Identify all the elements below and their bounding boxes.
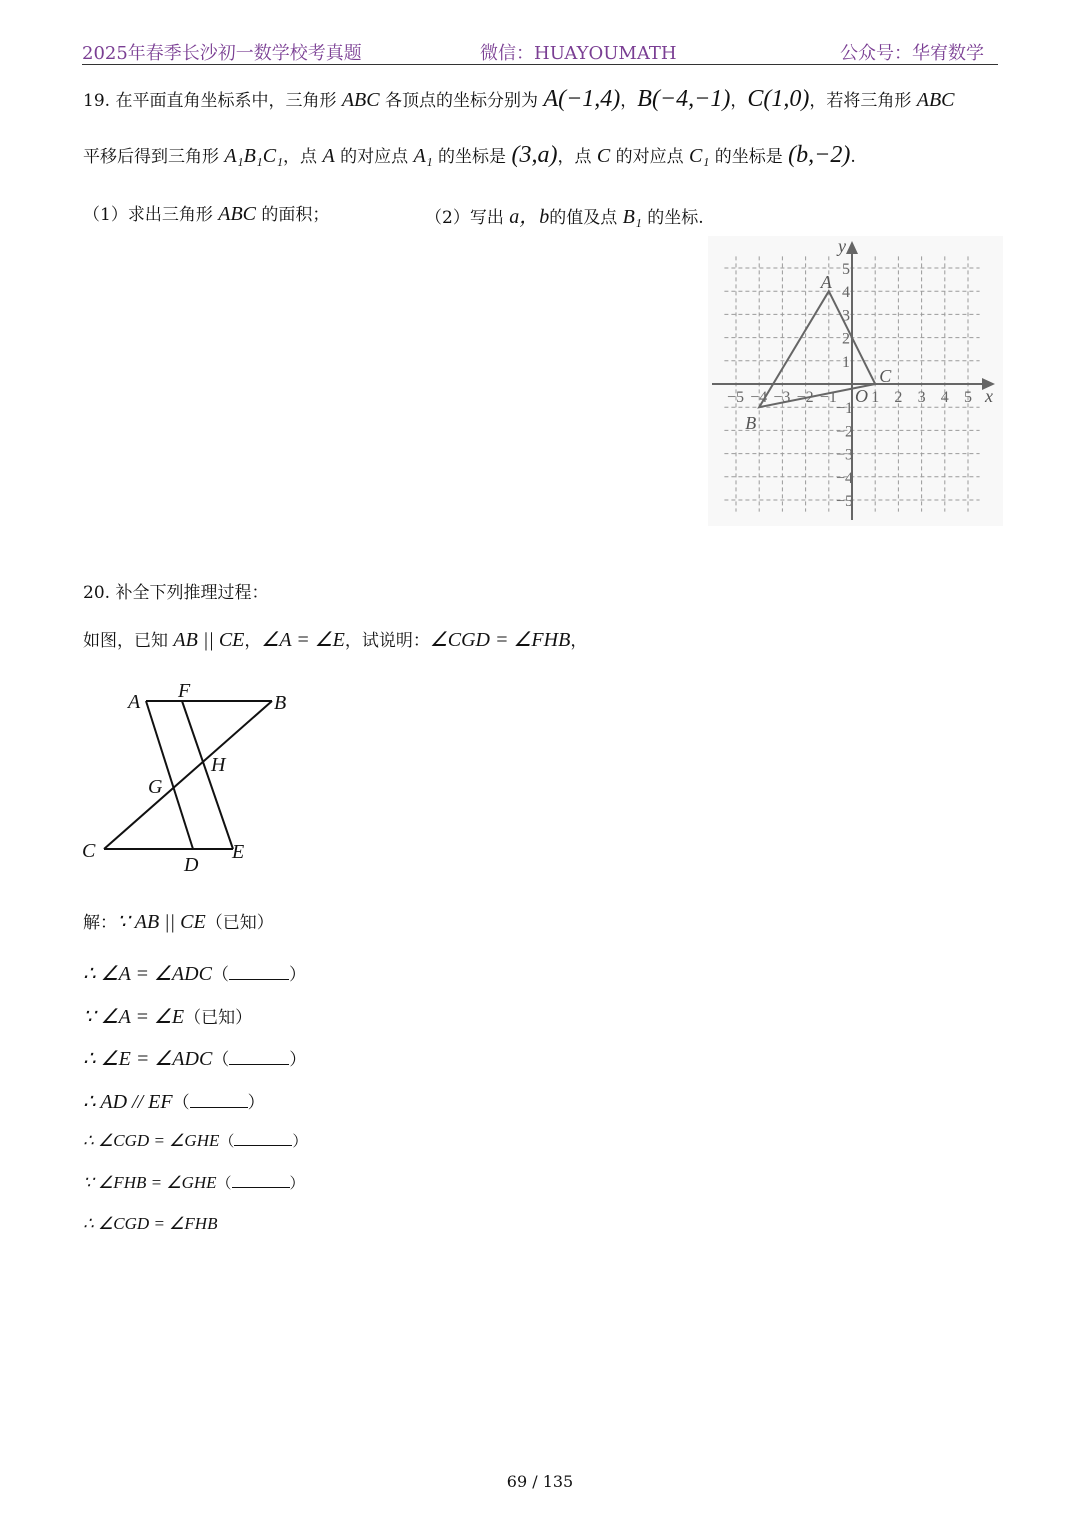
answer-blank[interactable] <box>229 1048 289 1065</box>
step-paren-close: ） <box>289 1050 307 1070</box>
x-tick-label: −5 <box>727 389 745 406</box>
answer-blank[interactable] <box>190 1091 248 1108</box>
step-paren-open: （ <box>219 1132 235 1150</box>
q19-part2 <box>425 200 704 229</box>
solution-step-0 <box>83 908 274 934</box>
header-title: 2025年春季长沙初一数学校考真题 <box>82 43 362 64</box>
answer-blank[interactable] <box>232 1173 290 1188</box>
q19-triangle-name: ABC <box>916 89 955 111</box>
q19-part2-text: 的坐标. <box>641 208 704 228</box>
step-expression: ∵ ∠A = ∠E <box>83 1006 185 1028</box>
y-axis-label: y <box>838 236 846 256</box>
q19-part2-text: （2）写出 <box>425 208 510 228</box>
label-b: B <box>274 692 287 714</box>
x-tick-label: −3 <box>773 389 791 406</box>
q20-text: ，试说明： <box>344 631 430 651</box>
q20-text: ， <box>244 631 262 651</box>
x-tick-label: −2 <box>796 389 814 406</box>
x-tick-label: −1 <box>819 389 837 406</box>
label-h: H <box>211 754 226 776</box>
q20-text: 如图，已知 <box>83 631 174 651</box>
y-tick-label: 4 <box>842 284 850 302</box>
step-expression: ∴ ∠E = ∠ADC <box>83 1048 213 1070</box>
q19-variables: a，b <box>509 206 550 228</box>
label-a: A <box>128 691 141 713</box>
y-tick-label: −1 <box>836 400 854 418</box>
q19-point-a: A(−1,4) <box>543 86 621 112</box>
q19-text: ，点 <box>283 147 323 167</box>
solution-step-4 <box>83 1088 265 1114</box>
vertex-label-b: B <box>745 413 757 434</box>
header-wechat: 微信：HUAYOUMATH <box>480 43 677 64</box>
solution-step-5 <box>83 1130 307 1151</box>
solution-step-3 <box>83 1045 306 1071</box>
q19-text: 的对应点 <box>610 147 690 167</box>
q19-text: ，若将三角形 <box>809 91 917 111</box>
solution-step-6 <box>83 1172 305 1193</box>
segment-ad <box>146 701 193 849</box>
q19-coord-c1: (b,−2) <box>788 142 851 168</box>
y-tick-label: −3 <box>836 446 854 464</box>
label-d: D <box>184 854 199 876</box>
q20-text: ， <box>570 631 588 651</box>
x-tick-label: 1 <box>871 389 880 406</box>
q20-parallel: AB || CE <box>173 629 245 651</box>
solution-step-7 <box>83 1214 217 1234</box>
solution-step-1 <box>83 960 306 986</box>
step-expression: ∴ ∠A = ∠ADC <box>83 963 212 985</box>
x-tick-label: 3 <box>917 389 926 406</box>
q19-point-label: C₁ <box>689 145 710 167</box>
y-tick-label: −5 <box>836 493 854 510</box>
y-tick-label: 2 <box>842 330 850 348</box>
step-reason: （已知） <box>184 1008 253 1028</box>
q20-prove: ∠CGD = ∠FHB <box>429 629 571 651</box>
answer-blank[interactable] <box>229 963 289 980</box>
x-tick-label: 4 <box>940 389 949 406</box>
step-paren-close: ） <box>289 1174 305 1192</box>
solution-prefix: 解： <box>83 913 117 933</box>
step-expression: ∴ ∠CGD = ∠GHE <box>83 1131 220 1150</box>
step-expression: ∵ ∠FHB = ∠GHE <box>83 1173 217 1192</box>
origin-label: O <box>855 386 868 406</box>
header-public-account: 公众号：华宥数学 <box>840 43 984 64</box>
q19-triangle-name: ABC <box>341 89 380 111</box>
parallel-lines-figure <box>78 676 298 876</box>
q19-point-c: C(1,0) <box>747 86 810 112</box>
step-expression: ∵ AB || CE <box>117 911 206 933</box>
q20-title: 20. 补全下列推理过程： <box>83 583 269 603</box>
step-expression: ∴ ∠CGD = ∠FHB <box>83 1214 218 1233</box>
step-reason: （已知） <box>205 913 274 933</box>
q20-angle-equal: ∠A = ∠E <box>261 629 345 651</box>
y-tick-label: −4 <box>836 469 854 487</box>
q19-text: 平移后得到三角形 <box>83 147 225 167</box>
x-tick-label: 2 <box>894 389 903 406</box>
segment-cb <box>104 701 272 849</box>
vertex-label-c: C <box>879 366 892 386</box>
y-tick-label: −2 <box>836 423 854 441</box>
q19-text: 的对应点 <box>334 147 414 167</box>
step-paren-close: ） <box>247 1093 265 1113</box>
y-tick-label: 1 <box>842 353 850 371</box>
label-g: G <box>148 776 163 798</box>
q19-point-b1: B₁ <box>622 206 642 228</box>
step-paren-open: （ <box>211 965 229 985</box>
x-tick-label: 5 <box>964 389 972 406</box>
grid-background <box>708 236 1003 526</box>
q19-triangle-name: ABC <box>218 203 257 225</box>
x-axis-label: x <box>985 386 993 406</box>
q19-translated-triangle: A₁B₁C₁ <box>224 145 284 167</box>
coordinate-grid-figure <box>708 236 1003 526</box>
q19-text: ，点 <box>557 147 597 167</box>
step-paren-open: （ <box>172 1093 190 1113</box>
q19-part1-text: （1）求出三角形 <box>83 205 219 225</box>
q19-text: 的坐标是 <box>709 147 789 167</box>
q20-given <box>83 626 587 652</box>
q19-line2 <box>83 142 856 169</box>
q19-text: 19. 在平面直角坐标系中，三角形 <box>83 91 342 111</box>
step-paren-close: ） <box>292 1132 308 1150</box>
q19-point-label: A <box>322 145 335 167</box>
q19-part1-text: 的面积； <box>256 205 330 225</box>
solution-step-2 <box>83 1003 252 1029</box>
vertex-label-a: A <box>820 272 832 293</box>
q19-part1 <box>83 200 329 226</box>
step-paren-open: （ <box>212 1050 230 1070</box>
step-expression: ∴ AD // EF <box>83 1091 173 1113</box>
y-tick-label: 3 <box>842 307 850 325</box>
q19-part2-text: 的值及点 <box>549 208 623 228</box>
step-paren-close: ） <box>288 965 306 985</box>
q19-text: 的坐标是 <box>432 147 512 167</box>
label-e: E <box>232 841 245 863</box>
step-paren-open: （ <box>216 1174 232 1192</box>
page-number: 69 / 135 <box>506 1472 574 1491</box>
page-header <box>82 36 998 65</box>
y-tick-label: 5 <box>842 261 850 278</box>
label-f: F <box>178 680 191 702</box>
q19-text: . <box>850 147 856 167</box>
q19-point-label: C <box>596 145 611 167</box>
q19-text: 各顶点的坐标分别为 <box>379 91 544 111</box>
q19-coord-a1: (3,a) <box>511 142 558 168</box>
q19-line1: 19. 在平面直角坐标系中，三角形 ABC 各顶点的坐标分别为 A(−1,4)，B(−4,−1)，C(1,0)，若将三角形 ABC <box>83 86 955 112</box>
q19-point-label: A₁ <box>413 145 433 167</box>
x-tick-label: −4 <box>750 389 768 406</box>
answer-blank[interactable] <box>234 1131 292 1146</box>
q19-point-b: B(−4,−1) <box>637 86 731 112</box>
label-c: C <box>82 840 96 862</box>
